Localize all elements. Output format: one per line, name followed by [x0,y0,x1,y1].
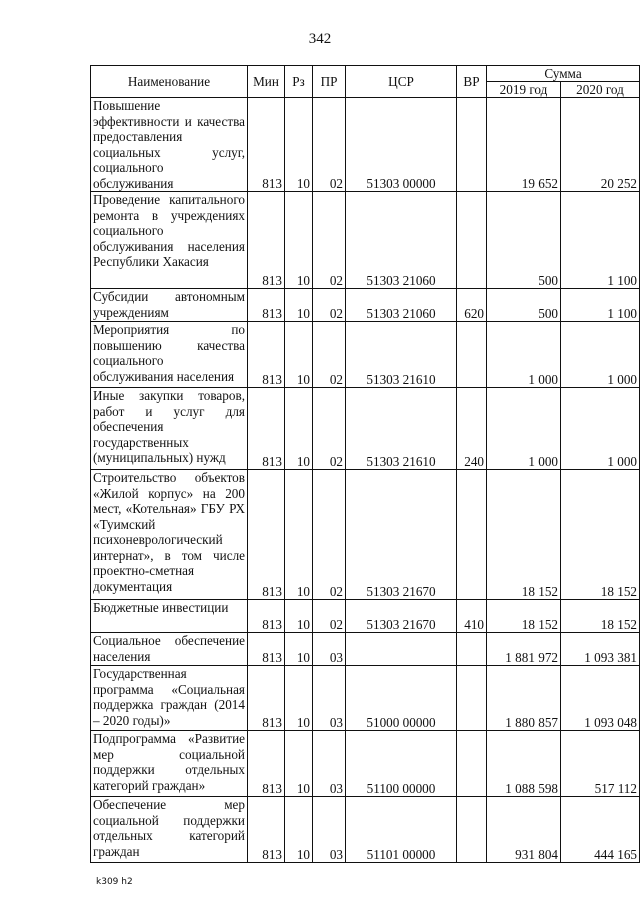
row-name: Подпрограмма «Развитие мер социальной поддержки отдельных категорий граждан» [91,731,248,797]
row-pr: 03 [313,797,346,863]
row-pr: 03 [313,666,346,731]
row-name: Повышение эффективности и качества предоставления социальных услуг, социального обслуживания [91,98,248,192]
row-rz: 10 [285,192,313,289]
row-vr [457,666,487,731]
row-vr [457,192,487,289]
row-min: 813 [248,731,285,797]
row-pr: 03 [313,633,346,666]
row-vr: 410 [457,600,487,633]
row-min: 813 [248,470,285,600]
table-row [91,289,640,322]
table-row [91,600,640,633]
row-sum-2020: 517 112 [561,731,640,797]
row-min: 813 [248,289,285,322]
row-csr: 51303 21060 [346,192,457,289]
table-header-row [91,66,640,82]
header-year-2019: 2019 год [487,82,561,98]
row-pr: 02 [313,289,346,322]
row-pr: 02 [313,600,346,633]
row-sum-2019: 1 088 598 [487,731,561,797]
header-name: Наименование [91,66,248,98]
table-row [91,666,640,731]
row-sum-2020: 18 152 [561,470,640,600]
row-rz: 10 [285,600,313,633]
row-vr [457,797,487,863]
row-vr [457,470,487,600]
row-sum-2019: 500 [487,289,561,322]
row-name: Проведение капитального ремонта в учреждениях социального обслуживания населения Республики Хакасия [91,192,248,289]
table-row [91,98,640,192]
row-rz: 10 [285,731,313,797]
table-row [91,388,640,470]
row-vr [457,633,487,666]
row-vr [457,98,487,192]
header-vr: ВР [457,66,487,98]
row-rz: 10 [285,633,313,666]
row-sum-2019: 1 000 [487,388,561,470]
page-number: 342 [308,31,332,47]
row-min: 813 [248,388,285,470]
row-vr [457,322,487,388]
row-name: Иные закупки товаров, работ и услуг для обеспечения государственных (муниципальных) нужд [91,388,248,470]
header-pr: ПР [313,66,346,98]
row-rz: 10 [285,470,313,600]
row-name: Субсидии автономным учреждениям [91,289,248,322]
row-sum-2019: 18 152 [487,470,561,600]
row-vr [457,731,487,797]
table-row [91,731,640,797]
row-sum-2019: 18 152 [487,600,561,633]
row-name: Мероприятия по повышению качества социального обслуживания населения [91,322,248,388]
row-sum-2020: 1 000 [561,388,640,470]
row-rz: 10 [285,289,313,322]
header-sum: Сумма [487,66,640,82]
table-row [91,192,640,289]
row-sum-2019: 1 000 [487,322,561,388]
row-min: 813 [248,633,285,666]
row-sum-2019: 19 652 [487,98,561,192]
row-vr: 240 [457,388,487,470]
row-sum-2020: 1 100 [561,289,640,322]
row-pr: 02 [313,388,346,470]
table-row [91,633,640,666]
row-sum-2020: 20 252 [561,98,640,192]
row-sum-2019: 1 880 857 [487,666,561,731]
row-rz: 10 [285,666,313,731]
row-rz: 10 [285,322,313,388]
table-row [91,797,640,863]
row-sum-2020: 1 093 381 [561,633,640,666]
row-pr: 02 [313,470,346,600]
row-csr [346,633,457,666]
row-csr: 51303 21670 [346,600,457,633]
row-name: Государственная программа «Социальная поддержка граждан (2014 – 2020 годы)» [91,666,248,731]
row-pr: 02 [313,322,346,388]
row-sum-2020: 1 093 048 [561,666,640,731]
row-csr: 51303 00000 [346,98,457,192]
row-rz: 10 [285,797,313,863]
row-pr: 02 [313,192,346,289]
footer-code: k309 h2 [96,877,133,887]
row-vr: 620 [457,289,487,322]
row-min: 813 [248,797,285,863]
row-rz: 10 [285,98,313,192]
row-sum-2020: 1 100 [561,192,640,289]
row-sum-2019: 931 804 [487,797,561,863]
header-csr: ЦСР [346,66,457,98]
row-sum-2019: 500 [487,192,561,289]
row-name: Социальное обеспечение населения [91,633,248,666]
row-sum-2020: 444 165 [561,797,640,863]
row-min: 813 [248,600,285,633]
row-name: Строительство объектов «Жилой корпус» на 200 мест, «Котельная» ГБУ РХ «Туимский психоневрологический интернат», в том числе проектно-сметная документация [91,470,248,600]
row-csr: 51303 21670 [346,470,457,600]
row-sum-2019: 1 881 972 [487,633,561,666]
row-csr: 51303 21610 [346,388,457,470]
table-row [91,470,640,600]
row-min: 813 [248,666,285,731]
header-year-2020: 2020 год [561,82,640,98]
budget-table [90,65,640,863]
header-min: Мин [248,66,285,98]
row-sum-2020: 18 152 [561,600,640,633]
row-csr: 51303 21610 [346,322,457,388]
row-csr: 51101 00000 [346,797,457,863]
row-pr: 02 [313,98,346,192]
row-rz: 10 [285,388,313,470]
header-rz: Рз [285,66,313,98]
table-row [91,322,640,388]
row-pr: 03 [313,731,346,797]
row-min: 813 [248,192,285,289]
row-csr: 51100 00000 [346,731,457,797]
row-name: Обеспечение мер социальной поддержки отдельных категорий граждан [91,797,248,863]
row-sum-2020: 1 000 [561,322,640,388]
row-min: 813 [248,322,285,388]
row-csr: 51000 00000 [346,666,457,731]
row-name: Бюджетные инвестиции [91,600,248,633]
row-min: 813 [248,98,285,192]
row-csr: 51303 21060 [346,289,457,322]
